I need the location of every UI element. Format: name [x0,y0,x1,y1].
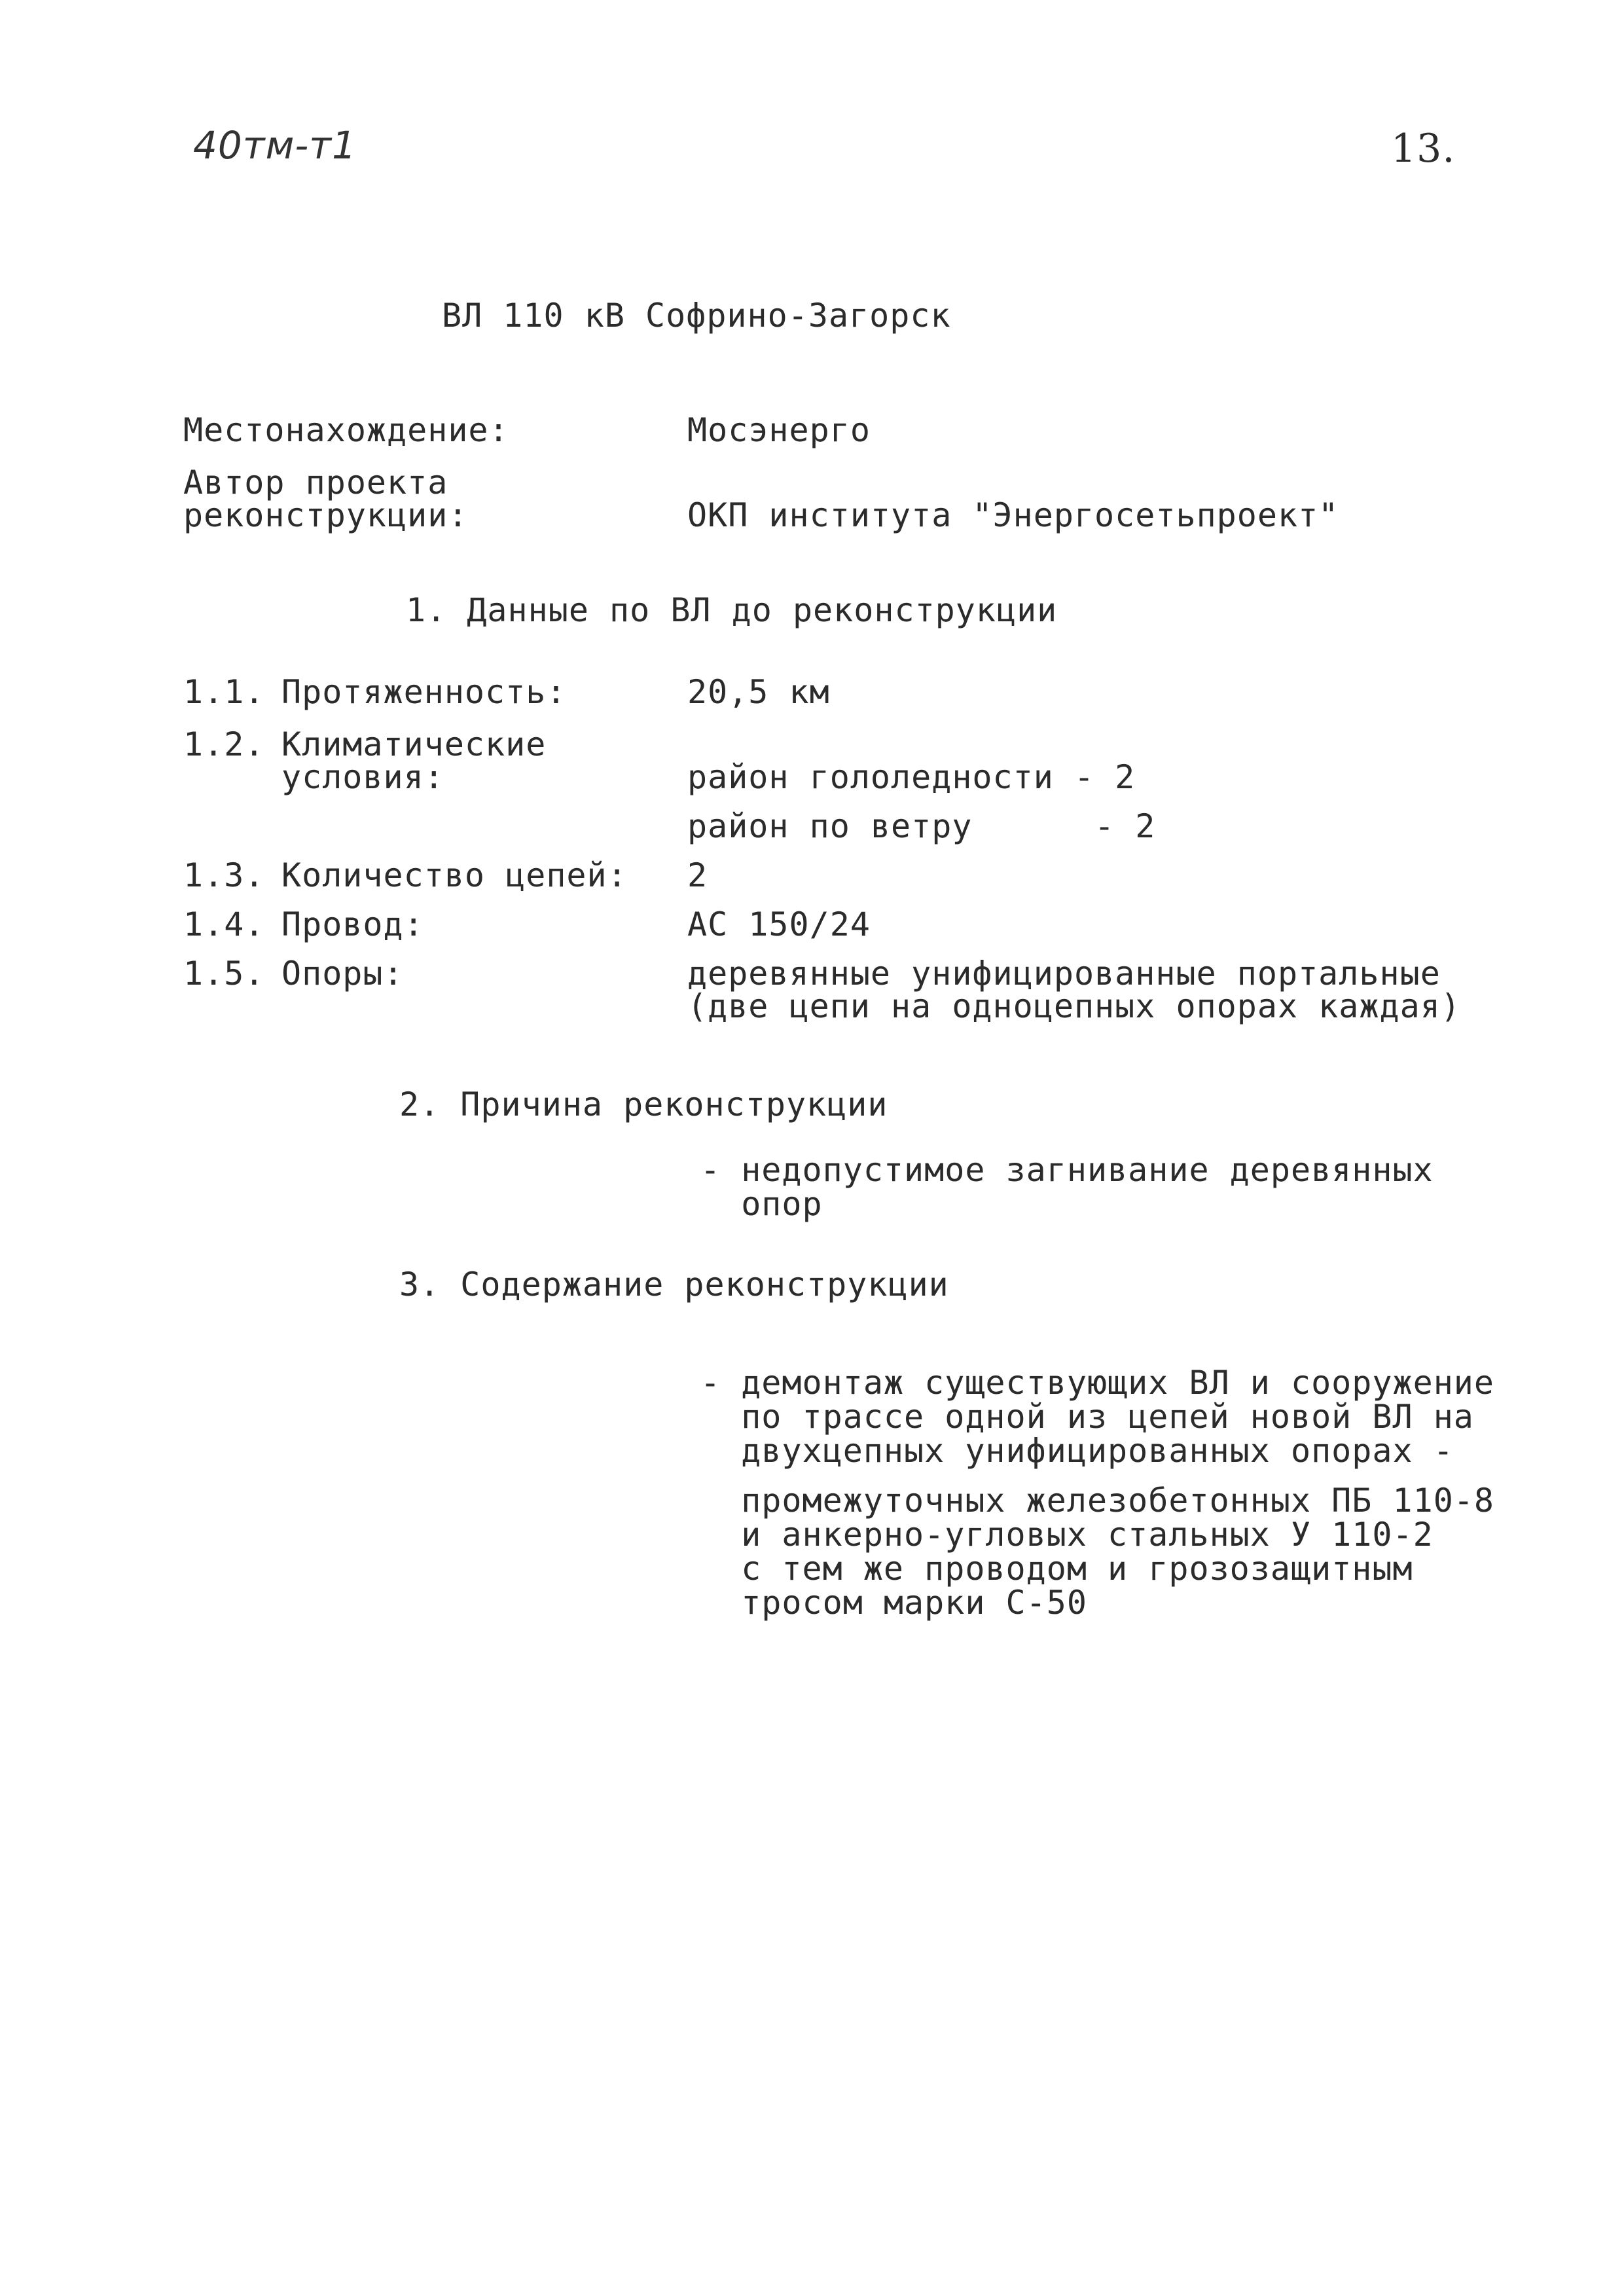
section-2-line: опор [700,1185,823,1223]
section-3-line: двухцепных унифицированных опорах - [700,1432,1454,1470]
item-1-4-value: АС 150/24 [687,905,871,943]
author-label-line2: реконструкции: [183,496,469,534]
item-1-1-label: Протяженность: [281,673,567,711]
section-3-line: с тем же проводом и грозозащитным [700,1550,1413,1588]
document-code: 40тм-т1 [193,123,357,168]
section-3-line: промежуточных железобетонных ПБ 110-8 [700,1482,1494,1520]
item-1-1-number: 1.1. [183,673,265,711]
section-1-heading: 1. Данные по ВЛ до реконструкции [406,591,1058,629]
section-2-heading: 2. Причина реконструкции [399,1085,888,1123]
item-1-2-value-line2: район по ветру - 2 [687,807,1156,845]
location-value: Мосэнерго [687,411,871,449]
item-1-2-value: район гололедности - 2 [687,758,1136,796]
item-1-3-number: 1.3. [183,856,265,894]
item-1-5-value-line2: (две цепи на одноцепных опорах каждая) [687,987,1461,1025]
section-2-line: - недопустимое загнивание деревянных [700,1151,1434,1189]
section-3-line: по трассе одной из цепей новой ВЛ на [700,1398,1474,1436]
page-number: 13. [1391,126,1456,172]
item-1-5-label: Опоры: [281,955,404,993]
item-1-2-label-line2: условия: [281,758,444,796]
document-title: ВЛ 110 кВ Софрино-Загорск [442,297,951,335]
item-1-3-value: 2 [687,856,708,894]
section-3-line: - демонтаж существующих ВЛ и сооружение [700,1364,1494,1402]
item-1-4-label: Провод: [281,905,424,943]
item-1-2-label: Климатические [281,725,547,763]
location-label: Местонахождение: [183,411,509,449]
section-3-line: тросом марки С-50 [700,1584,1087,1622]
item-1-2-number: 1.2. [183,725,265,763]
item-1-5-number: 1.5. [183,955,265,993]
item-1-4-number: 1.4. [183,905,265,943]
section-3-heading: 3. Содержание реконструкции [399,1266,949,1303]
item-1-5-value: деревянные унифицированные портальные [687,955,1441,993]
section-3-line: и анкерно-угловых стальных У 110-2 [700,1516,1434,1554]
item-1-3-label: Количество цепей: [281,856,628,894]
item-1-1-value: 20,5 км [687,673,830,711]
author-value: ОКП института "Энергосетьпроект" [687,496,1339,534]
author-label-line1: Автор проекта [183,464,448,501]
